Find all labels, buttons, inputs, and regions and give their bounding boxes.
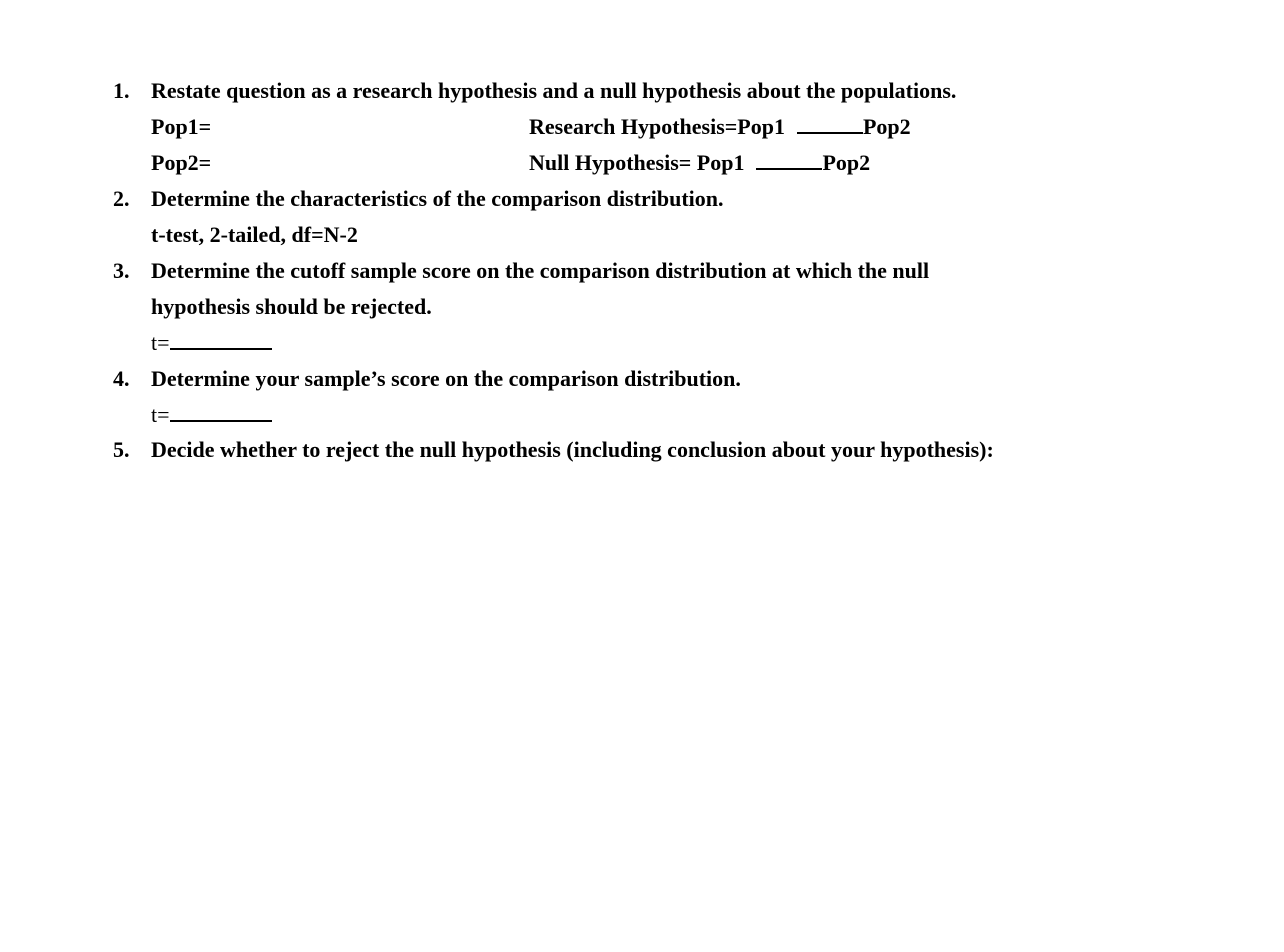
research-hypothesis-suffix: Pop2 [862,114,911,139]
null-hypothesis-prefix: Null Hypothesis= Pop1 [529,150,745,175]
item-number: 4. [113,366,130,391]
item-text: Decide whether to reject the null hypothesis (including conclusion about your hypothesis): [151,437,994,462]
pop2-label: Pop2= [151,150,212,175]
research-hypothesis-prefix: Research Hypothesis=Pop1 [529,114,785,139]
t-label: t= [151,330,170,355]
answer-text: t-test, 2-tailed, df=N-2 [151,222,358,247]
item-text-line2: hypothesis should be rejected. [151,294,432,319]
research-hypothesis [529,114,911,140]
item-text: Restate question as a research hypothesis and a null hypothesis about the populations. [151,78,957,103]
sample-t-blank[interactable] [170,402,272,422]
null-hypothesis-blank[interactable] [756,150,822,170]
research-hypothesis-blank[interactable] [797,114,863,134]
pop1-label: Pop1= [151,114,212,139]
item-number: 3. [113,258,130,283]
null-hypothesis-suffix: Pop2 [822,150,871,175]
cutoff-t-answer [151,330,272,356]
item-text: Determine the characteristics of the comparison distribution. [151,186,724,211]
item-number: 1. [113,78,130,103]
item-number: 2. [113,186,130,211]
sample-t-answer [151,402,272,428]
item-number: 5. [113,437,130,462]
item-text-line1: Determine the cutoff sample score on the comparison distribution at which the null [151,258,930,283]
t-label: t= [151,402,170,427]
null-hypothesis [529,150,870,176]
cutoff-t-blank[interactable] [170,330,272,350]
item-text: Determine your sample’s score on the comparison distribution. [151,366,741,391]
